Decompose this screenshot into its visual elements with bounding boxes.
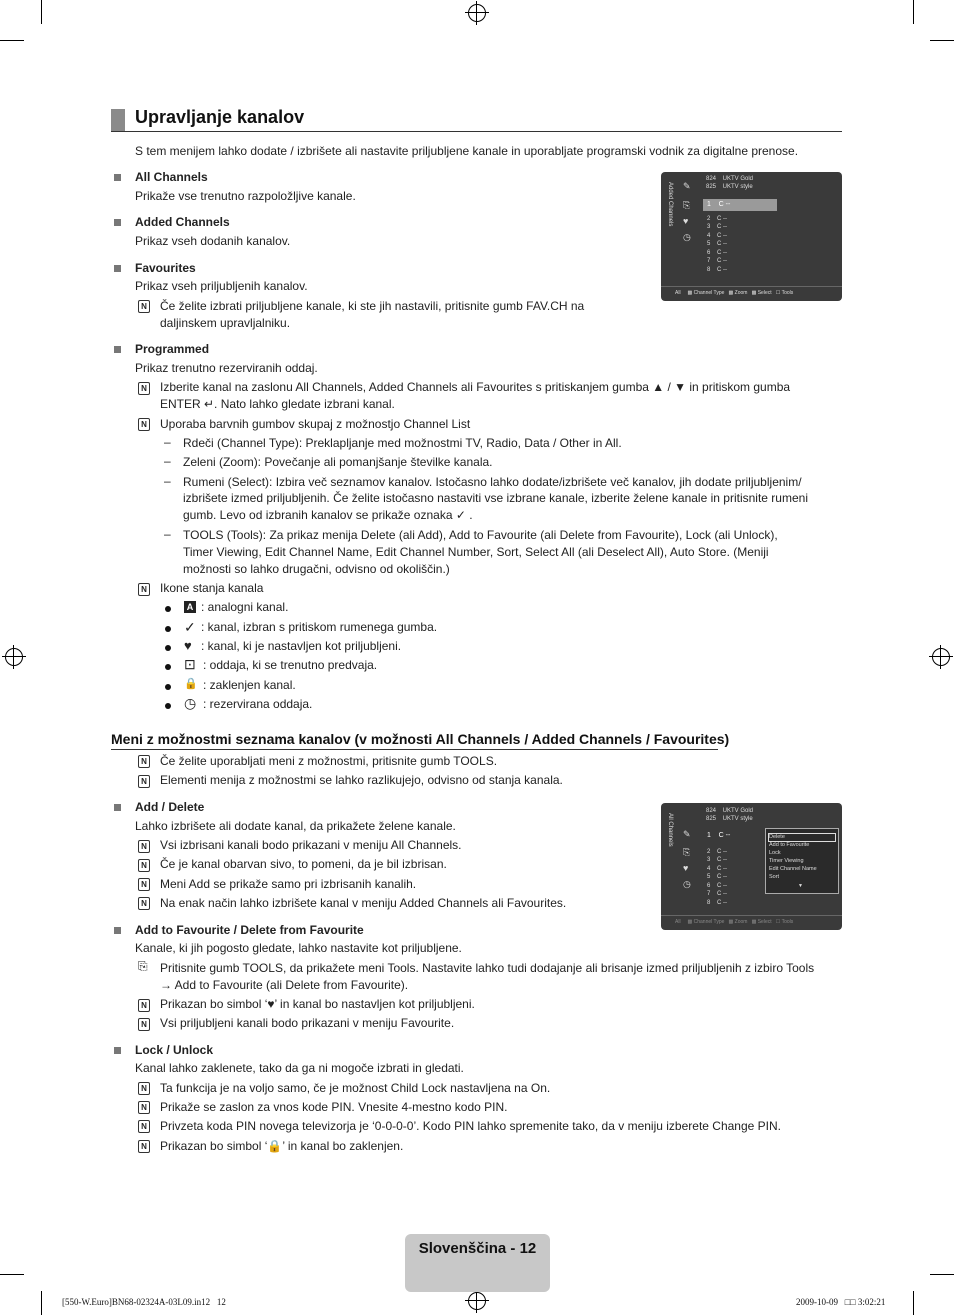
favourites-heading: Favourites <box>135 261 196 275</box>
clock-icon: ◷ <box>683 879 691 889</box>
square-bullet-icon <box>114 265 121 272</box>
channel-row: 825 UKTV style <box>706 184 753 190</box>
lock-note3: Privzeta koda PIN novega televizorja je ‘0-0-0-0’. Kodo PIN lahko spremenite tako, da v meniju izberete Change PIN. <box>160 1119 781 1133</box>
add-favourite-text: Kanale, ki jih pogosto gledate, lahko nastavite kot priljubljene. <box>135 941 462 955</box>
yellow-button-item-line1: Rumeni (Select): Izbira več seznamov kanalov. Istočasno lahko dodate/izbrišete več kanalov, jih dodate priljubljenim/ <box>183 475 802 489</box>
channel-row[interactable]: 4 C -- <box>707 233 728 239</box>
crop-mark <box>913 1291 914 1315</box>
note-icon: N <box>138 1018 150 1031</box>
channel-row: 825 UKTV style <box>706 816 753 822</box>
note-icon: N <box>138 382 150 395</box>
bullet-dot <box>165 703 171 709</box>
checkmark-icon: ✓ <box>184 619 196 635</box>
lock-note2: Prikaže se zaslon za vnos kode PIN. Vnesite 4-mestno kodo PIN. <box>160 1100 508 1114</box>
screen-footer: All ▩ Channel Type ▩ Zoom ▩ Select ☐ Tools <box>675 919 794 925</box>
note-icon: N <box>138 859 150 872</box>
heart-icon: ♥ <box>683 863 689 873</box>
channel-row[interactable]: 3 C -- <box>707 224 728 230</box>
title-marker <box>111 109 125 131</box>
note-icon: N <box>138 897 150 910</box>
green-button-item: Zeleni (Zoom): Povečanje ali pomanjšanje številke kanala. <box>183 455 493 469</box>
lock-note1: Ta funkcija je na voljo samo, če je možnost Child Lock nastavljena na On. <box>160 1081 551 1095</box>
antenna-icon: ✎ <box>683 181 691 191</box>
channel-row[interactable]: 7 C -- <box>707 258 728 264</box>
crop-mark <box>913 0 914 24</box>
channel-list-screen <box>661 172 842 301</box>
registration-mark-icon <box>468 1292 486 1310</box>
programmed-heading: Programmed <box>135 342 210 356</box>
antenna-icon: ✎ <box>683 829 691 839</box>
heart-icon: ♥ <box>683 216 689 226</box>
square-bullet-icon <box>114 174 121 181</box>
crop-mark <box>41 0 42 24</box>
clock-icon-desc: : rezervirana oddaja. <box>203 697 313 711</box>
bullet-dot <box>165 684 171 690</box>
crop-mark <box>41 1291 42 1315</box>
selected-channel-row[interactable]: 1 C -- <box>707 201 731 208</box>
red-button-item: Rdeči (Channel Type): Preklapljanje med možnostmi TV, Radio, Data / Other in All. <box>183 436 622 450</box>
tv-icon: ⊡ <box>184 656 196 672</box>
add-favourite-heading: Add to Favourite / Delete from Favourite <box>135 923 364 937</box>
print-date: 2009-10-09 □□ 3:02:21 <box>796 1297 886 1307</box>
favourites-text: Prikaz vseh priljubljenih kanalov. <box>135 279 308 293</box>
note-icon: N <box>138 1101 150 1114</box>
heart-icon-desc: : kanal, ki je nastavljen kot priljubljeni. <box>201 639 402 653</box>
options-menu-heading: Meni z možnostmi seznama kanalov (v možnosti All Channels / Added Channels / Favourites) <box>111 731 730 747</box>
tools-button-item-line3: možnosti so lahko drugačni, odvisno od okoliščin.) <box>183 562 450 576</box>
programmed-note1-line2: ENTER ↵. Nato lahko gledate izbrani kanal. <box>160 397 395 411</box>
square-bullet-icon <box>114 346 121 353</box>
add-delete-note1: Vsi izbrisani kanali bodo prikazani v meniju All Channels. <box>160 838 462 852</box>
dash-bullet: – <box>164 454 171 468</box>
registration-mark-icon <box>468 4 486 22</box>
note-icon: N <box>138 999 150 1012</box>
dash-bullet: – <box>164 435 171 449</box>
tools-button-item-line1: TOOLS (Tools): Za prikaz menija Delete (ali Add), Add to Favourite (ali Delete from Favourite), Lock (ali Unlock), <box>183 528 778 542</box>
dash-bullet: – <box>164 474 171 488</box>
bullet-dot <box>165 606 171 612</box>
note-icon: N <box>138 840 150 853</box>
channel-row[interactable]: 5 C -- <box>707 241 728 247</box>
favourites-note-line2: daljinskem upravljalniku. <box>160 316 291 330</box>
crop-mark <box>930 1274 954 1275</box>
tools-menu-delete[interactable]: Delete <box>769 834 785 840</box>
page-title: Upravljanje kanalov <box>135 107 305 127</box>
note-icon: N <box>138 878 150 891</box>
channel-row[interactable]: 2 C -- <box>707 849 728 855</box>
registration-mark-icon <box>932 648 950 666</box>
add-favourite-note1-line2: → Add to Favourite (ali Delete from Favourite). <box>160 978 409 992</box>
add-delete-note4: Na enak način lahko izbrišete kanal v meniju Added Channels ali Favourites. <box>160 896 567 910</box>
options-note2: Elementi menija z možnostmi se lahko razlikujejo, odvisno od stanja kanala. <box>160 773 563 787</box>
add-delete-note2: Če je kanal obarvan sivo, to pomeni, da je bil izbrisan. <box>160 857 447 871</box>
channel-row[interactable]: 5 C -- <box>707 874 728 880</box>
add-delete-note3: Meni Add se prikaže samo pri izbrisanih kanalih. <box>160 877 417 891</box>
added-channels-text: Prikaz vseh dodanih kanalov. <box>135 234 291 248</box>
page-number-label: Slovenščina - 12 <box>418 1240 537 1257</box>
note-icon: N <box>138 1082 150 1095</box>
dash-bullet: – <box>164 527 171 541</box>
tools-menu-lock[interactable]: Lock <box>769 850 781 856</box>
note-icon: N <box>138 583 150 596</box>
programmed-note2: Uporaba barvnih gumbov skupaj z možnostjo Channel List <box>160 417 471 431</box>
channel-row[interactable]: 8 C -- <box>707 267 728 273</box>
screen-side-label: All Channels <box>667 813 673 847</box>
lock-text: Kanal lahko zaklenete, tako da ga ni mogoče izbrati in gledati. <box>135 1061 464 1075</box>
tv-icon-desc: : oddaja, ki se trenutno predvaja. <box>203 658 378 672</box>
channel-row[interactable]: 2 C -- <box>707 216 728 222</box>
lock-icon-desc: : zaklenjen kanal. <box>203 678 296 692</box>
square-bullet-icon <box>114 219 121 226</box>
channel-row[interactable]: 6 C -- <box>707 250 728 256</box>
lock-icon: 🔒 <box>184 678 198 690</box>
note-icon: N <box>138 418 150 431</box>
options-menu-underline <box>111 749 718 750</box>
options-note1: Če želite uporabljati meni z možnostmi, pritisnite gumb TOOLS. <box>160 754 498 768</box>
add-delete-text: Lahko izbrišete ali dodate kanal, da prikažete želene kanale. <box>135 819 456 833</box>
intro-text: S tem menijem lahko dodate / izbrišete ali nastavite priljubljene kanale in uporabljate programski vodnik za digitalne prenose. <box>135 144 799 158</box>
add-favourite-note1-line1: Pritisnite gumb TOOLS, da prikažete meni Tools. Nastavite lahko tudi dodajanje ali brisanje izmed priljubljenih z izbiro Tools <box>160 961 815 975</box>
all-channels-heading: All Channels <box>135 170 208 184</box>
channel-row[interactable]: 4 C -- <box>707 866 728 872</box>
square-bullet-icon <box>114 927 121 934</box>
add-favourite-note3: Vsi priljubljeni kanali bodo prikazani v meniju Favourite. <box>160 1016 455 1030</box>
channel-row[interactable]: 6 C -- <box>707 883 728 889</box>
bullet-dot <box>165 664 171 670</box>
programmed-text: Prikaz trenutno rezerviranih oddaj. <box>135 361 318 375</box>
tools-menu-add-favourite[interactable]: Add to Favourite <box>769 842 810 848</box>
channel-row[interactable]: 7 C -- <box>707 891 728 897</box>
tools-button-item-line2: Timer Viewing, Edit Channel Name, Edit Channel Number, Sort, Select All (ali Deselect All), Auto Store. (Meniji <box>183 545 769 559</box>
all-channels-text: Prikaže vse trenutno razpoložljive kanale. <box>135 189 356 203</box>
channel-row: 824 UKTV Gold <box>706 808 754 814</box>
selected-channel-row[interactable]: 1 C -- <box>707 832 731 839</box>
tools-menu-timer-viewing[interactable]: Timer Viewing <box>769 858 804 864</box>
clock-icon: ◷ <box>683 232 691 242</box>
tools-menu-sort[interactable]: Sort <box>769 874 780 880</box>
note-icon: N <box>138 300 150 313</box>
add-favourite-note2: Prikazan bo simbol ‘♥’ in kanal bo nastavljen kot priljubljeni. <box>160 997 475 1011</box>
lock-heading: Lock / Unlock <box>135 1043 214 1057</box>
analog-icon-desc: : analogni kanal. <box>201 600 289 614</box>
analog-icon: A <box>184 601 196 613</box>
tools-menu <box>765 828 839 894</box>
title-underline <box>111 131 842 132</box>
note-icon: N <box>138 775 150 788</box>
added-channels-heading: Added Channels <box>135 215 230 229</box>
clock-icon: ◷ <box>184 695 197 711</box>
status-icons-note: Ikone stanja kanala <box>160 581 264 595</box>
channel-list-tools-screen <box>661 803 842 930</box>
heart-icon: ♥ <box>184 638 192 653</box>
scroll-down-icon[interactable]: ▼ <box>798 883 803 889</box>
channel-row: 824 UKTV Gold <box>706 176 754 182</box>
file-info: [550-W.Euro]BN68-02324A-03L09.in12 12 <box>62 1297 226 1307</box>
square-bullet-icon <box>114 804 121 811</box>
film-icon: ⎘ <box>683 847 691 857</box>
programmed-note1-line1: Izberite kanal na zaslonu All Channels, Added Channels ali Favourites s pritiskanjem gumba ▲ / ▼ in pritiskom gumba <box>160 380 791 394</box>
favourites-note-line1: Če želite izbrati priljubljene kanale, ki ste jih nastavili, pritisnite gumb FAV.CH na <box>160 299 585 313</box>
screen-side-label: Added Channels <box>667 182 673 227</box>
tools-menu-edit-name[interactable]: Edit Channel Name <box>769 866 817 872</box>
film-icon: ⎘ <box>683 200 691 210</box>
channel-row[interactable]: 3 C -- <box>707 857 728 863</box>
crop-mark <box>0 1274 24 1275</box>
square-bullet-icon <box>114 1047 121 1054</box>
channel-row[interactable]: 8 C -- <box>707 900 728 906</box>
registration-mark-icon <box>5 648 23 666</box>
crop-mark <box>930 40 954 41</box>
yellow-button-item-line2: izbrišete izmed priljubljenih. Če želite istočasno nastaviti vse izbrane kanale, izberite želene kanale in pritisnite rumeni <box>183 491 808 505</box>
lock-note4: Prikazan bo simbol ‘🔒’ in kanal bo zaklenjen. <box>160 1139 404 1153</box>
note-icon: N <box>138 1120 150 1133</box>
note-icon: N <box>138 1140 150 1153</box>
crop-mark <box>0 40 24 41</box>
bullet-dot <box>165 645 171 651</box>
screen-footer: All ▩ Channel Type ▩ Zoom ▩ Select ☐ Tools <box>675 290 794 296</box>
bullet-dot <box>165 626 171 632</box>
checkmark-icon-desc: : kanal, izbran s pritiskom rumenega gumba. <box>201 620 438 634</box>
tools-icon: ⎘ <box>138 959 148 973</box>
note-icon: N <box>138 755 150 768</box>
yellow-button-item-line3: gumb. Levo od izbranih kanalov se prikaže oznaka ✓ . <box>183 508 473 522</box>
add-delete-heading: Add / Delete <box>135 800 205 814</box>
